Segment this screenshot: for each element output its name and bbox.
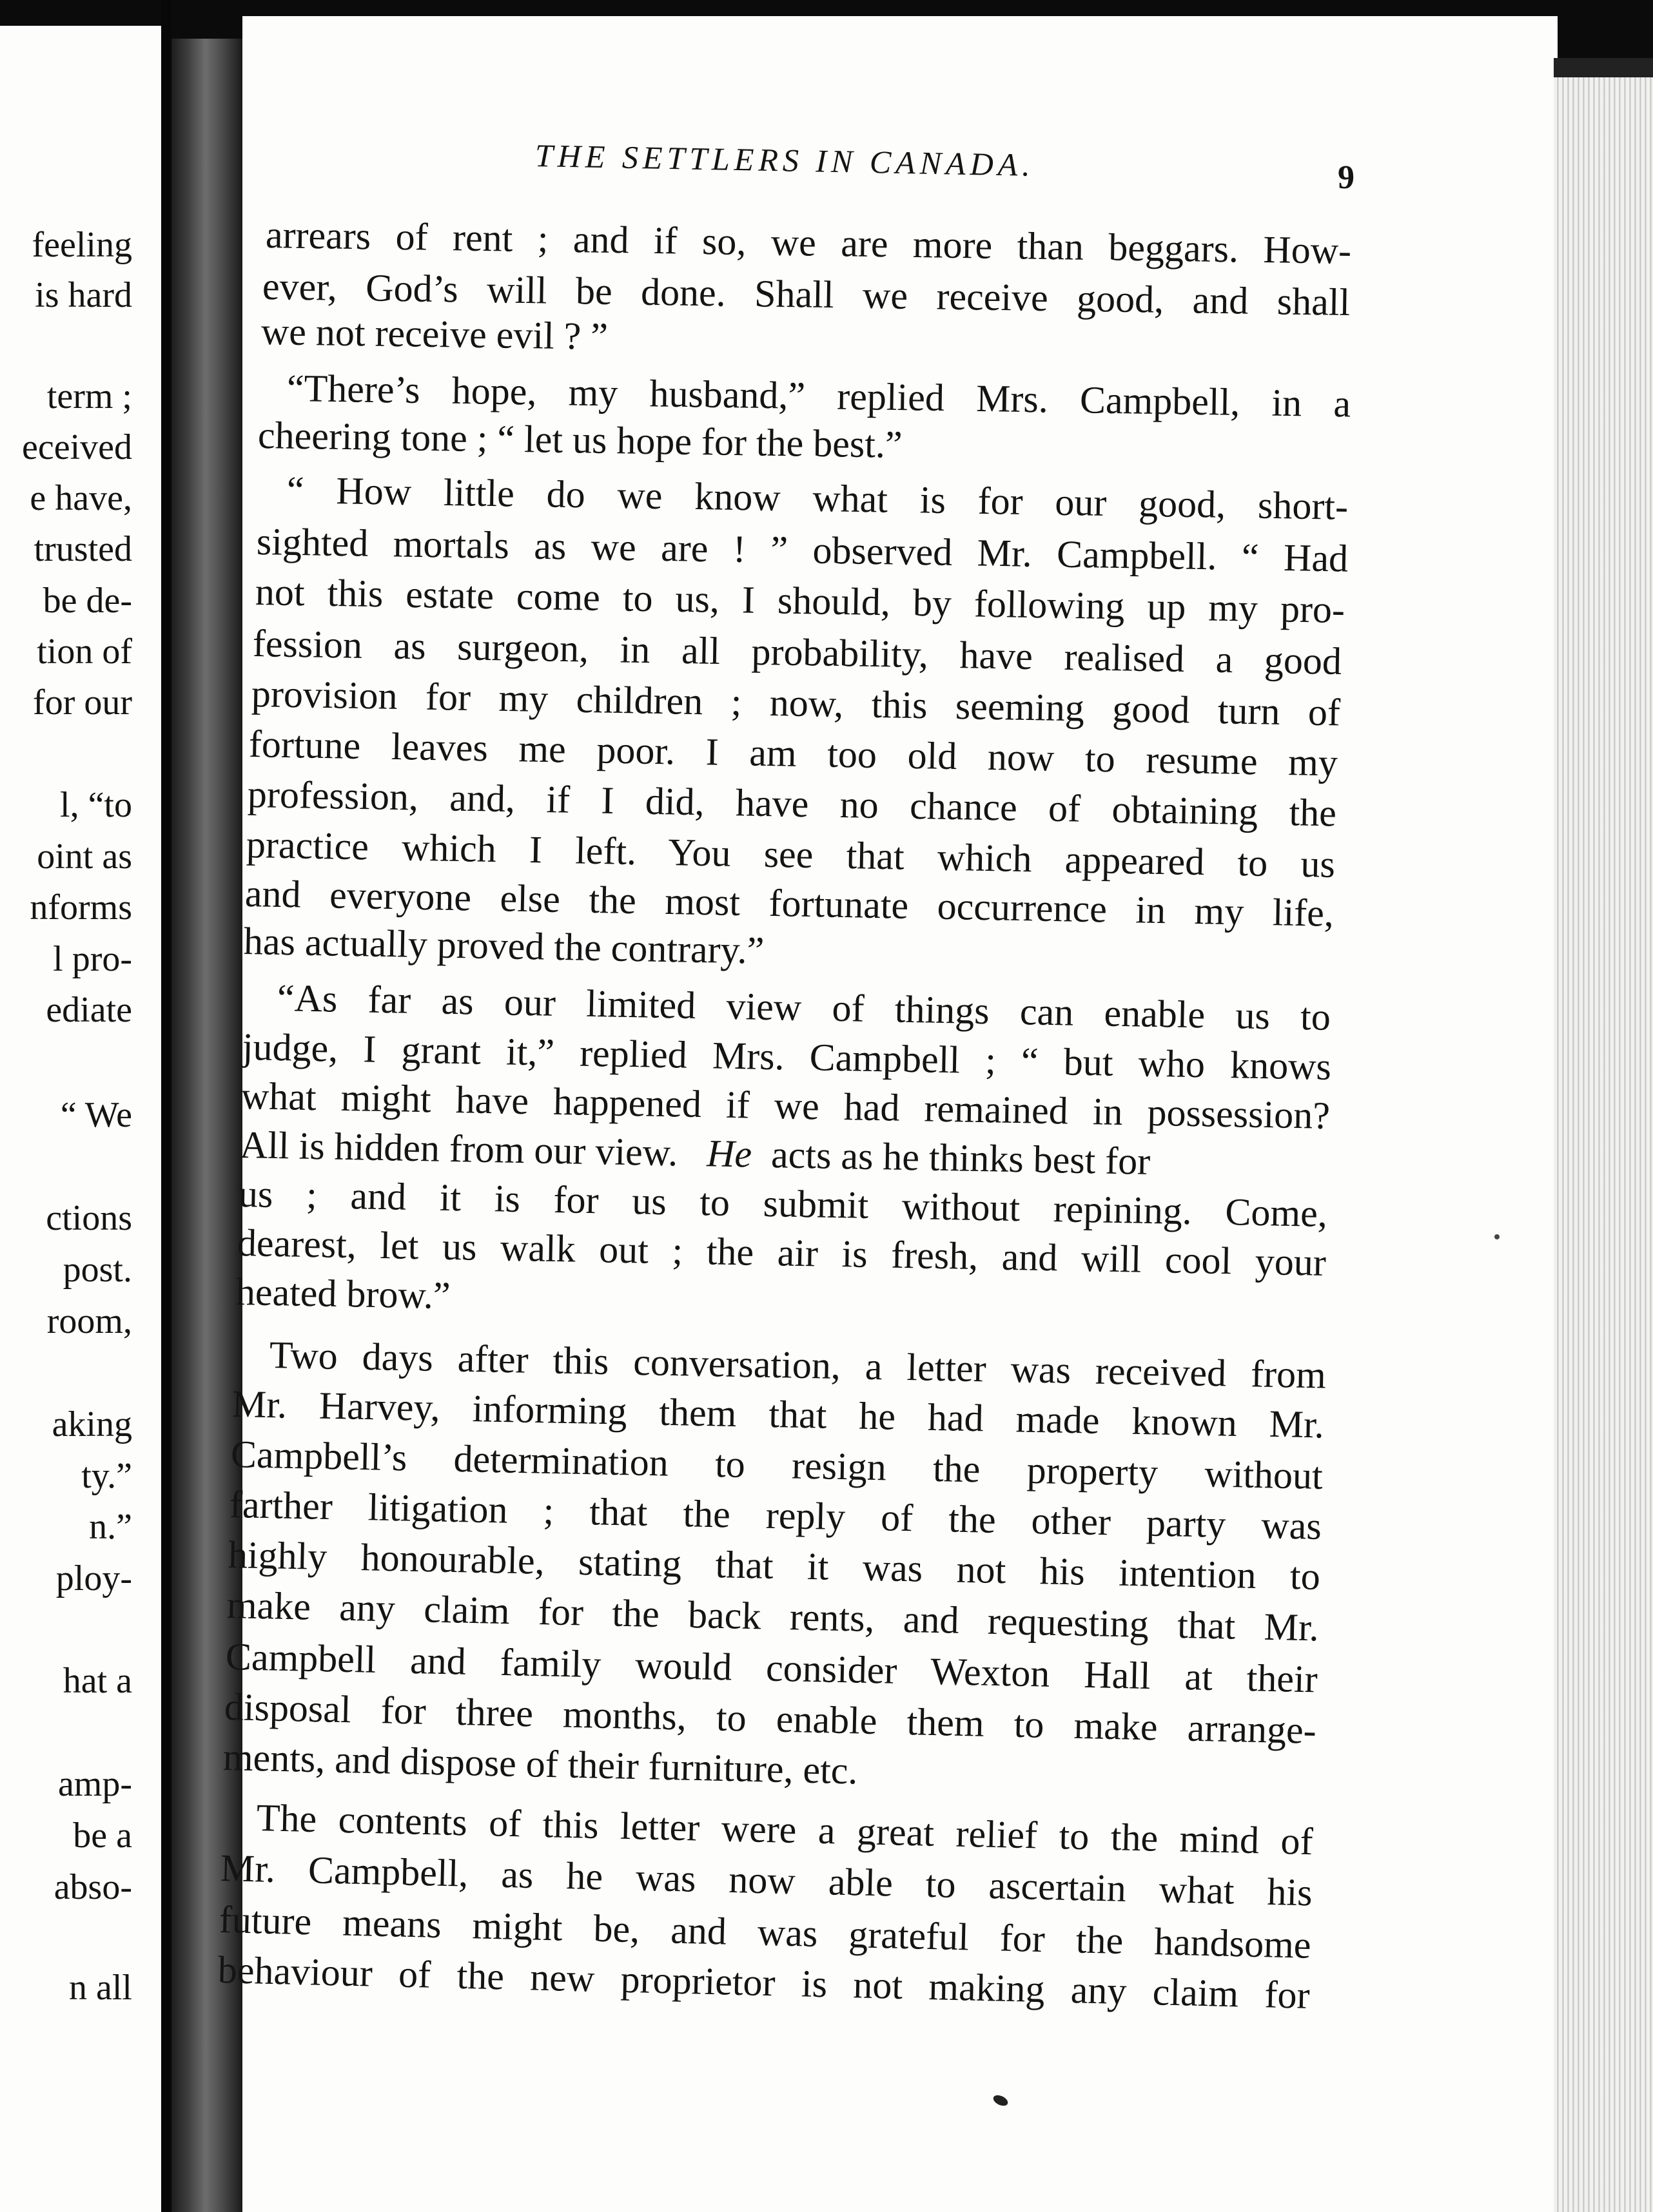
left-page-line: tion of [37,632,132,672]
left-page-line: l, “to [60,785,132,825]
text-line-end: acts as he thinks best for [770,1133,1151,1183]
text-line: The contents of this letter were a great relief to the mind of [256,1796,1314,1863]
left-page-line: feeling [32,225,132,265]
left-page-line: amp- [57,1764,132,1804]
left-page-line: for our [33,683,132,723]
left-page-line: aking [52,1404,132,1444]
text-line: what might have happened if we had remained in possession? [240,1074,1331,1137]
running-head: THE SETTLERS IN CANADA. [534,137,1035,183]
left-page-line: “ We [60,1095,132,1135]
text-line: ever, God’s will be done. Shall we receive good, and shall [262,265,1351,324]
left-page-line: trusted [34,529,132,569]
left-page-line: room, [46,1301,132,1341]
text-line: “There’s hope, my husband,” replied Mrs. Campbell, in a [286,367,1351,425]
left-page-line: be de- [43,581,132,621]
text-line: highly honourable, stating that it was not his intention to [228,1533,1321,1598]
text-line: fortune leaves me poor. I am too old now to resume my [248,723,1338,784]
left-page-line: ctions [46,1198,132,1238]
left-page-line: eceived [22,427,132,467]
text-line: judge, I grant it,” replied Mrs. Campbell ; “ but who knows [242,1025,1332,1088]
left-page-line: nforms [30,888,132,927]
text-line: provision for my children ; now, this seeming good turn of [251,672,1341,734]
text-line: farther litigation ; that the reply of the other party was [229,1483,1322,1547]
text-line: heated brow.” [235,1270,451,1317]
text-line: practice which I left. You see that which appeared to us [246,823,1336,886]
text-line: we not receive evil ? ” [260,310,609,358]
text-line: Mr. Harvey, informing them that he had made known Mr. [231,1382,1325,1446]
left-page-line: abso- [54,1867,132,1907]
left-page-line: n all [69,1968,132,2008]
text-line: Campbell and family would consider Wexton Hall at their [225,1635,1318,1701]
left-page-line: oint as [37,837,132,877]
left-page-line: l pro- [53,939,132,979]
left-page-line: be a [73,1816,132,1856]
ink-speck [1494,1234,1500,1239]
left-page-line: ty.” [81,1456,132,1496]
text-line: not this estate come to us, I should, by following up my pro- [255,570,1345,632]
text-line: us ; and it is for us to submit without repining. Come, [238,1172,1328,1235]
text-line: sighted mortals as we are ! ” observed Mr. Campbell. “ Had [256,520,1349,580]
text-line: Campbell’s determination to resign the property without [230,1433,1324,1497]
page-number: 9 [1338,159,1355,196]
text-line: cheering tone ; “ let us hope for the best.” [257,414,903,466]
text-line: Mr. Campbell, as he was now able to ascertain what his [220,1847,1313,1914]
left-page-line: ediate [46,990,132,1030]
text-line: has actually proved the contrary.” [243,920,765,972]
left-page-line: term ; [46,376,132,416]
left-page-line: n.” [89,1507,132,1547]
text-line: fession as surgeon, in all probability, have realised a good [252,622,1342,683]
left-page-line: hat a [63,1661,132,1701]
text-line: ments, and dispose of their furniture, etc. [222,1736,859,1792]
text-line: Two days after this conversation, a letter was received from [269,1334,1327,1397]
text-line: “As far as our limited view of things can enable us to [277,976,1331,1038]
text-line: make any claim for the back rents, and requesting that Mr. [226,1584,1320,1649]
left-page-line: ploy- [55,1558,132,1598]
text-line: future means might be, and was grateful for the handsome [219,1898,1312,1966]
left-page-line: e have, [30,478,132,518]
text-line [239,1125,1150,1181]
text-line-start: All is hidden from our view. [239,1123,678,1174]
text-line: disposal for three months, to enable them to make arrange- [224,1685,1317,1752]
text-line: and everyone else the most fortunate occurrence in my life, [244,872,1335,935]
text-line: “ How little do we know what is for our good, short- [286,469,1349,528]
text-line: behaviour of the new proprietor is not making any claim for [217,1948,1311,2017]
text-line: profession, and, if I did, have no chance of obtaining the [247,773,1337,835]
left-page-line: is hard [35,275,132,315]
left-page-line: post. [63,1250,132,1290]
text-line: arrears of rent ; and if so, we are more than beggars. How- [265,213,1352,272]
text-line: dearest, let us walk out ; the air is fresh, and will cool your [237,1221,1327,1284]
italic-pronoun: He [706,1132,752,1176]
